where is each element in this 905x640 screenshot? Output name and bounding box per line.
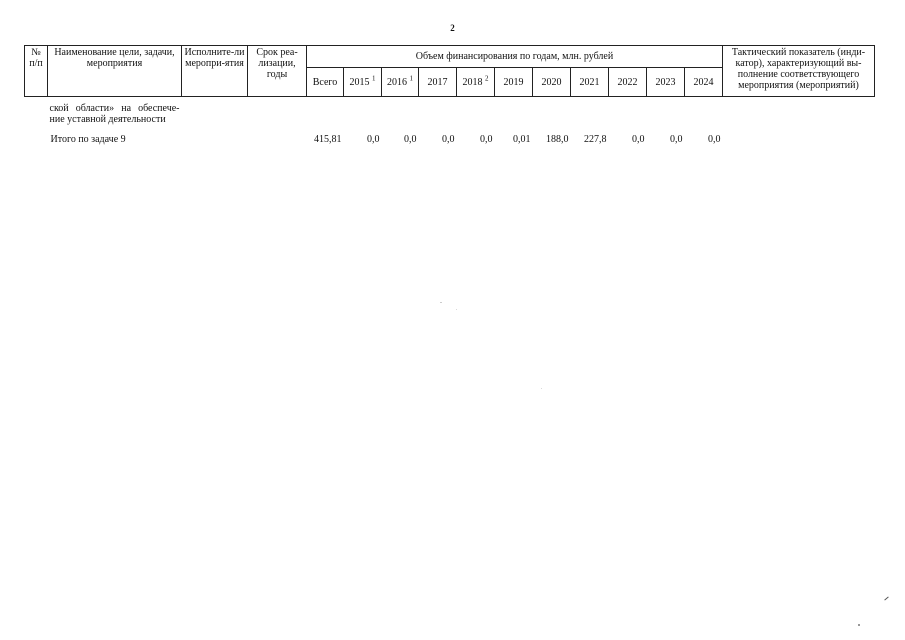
header-year: 2019: [495, 68, 533, 97]
header-year: 2018 $^2$: [457, 68, 495, 97]
total-value: 415,81: [314, 134, 342, 145]
header-year: 2023: [647, 68, 685, 97]
scan-speck: [456, 309, 457, 310]
year-value: 0,0: [480, 134, 493, 145]
continuation-text: ской области» на обеспече-ние уставной деятельности: [49, 103, 180, 125]
header-term: Срок реа-лизации, годы: [248, 46, 307, 97]
scan-speck: [440, 302, 442, 303]
header-year: 2015 $^1$: [344, 68, 382, 97]
year-value: 227,8: [584, 134, 607, 145]
header-name: Наименование цели, задачи, мероприятия: [48, 46, 182, 97]
table-row: [25, 97, 875, 128]
scan-mark: [884, 597, 888, 601]
page-number: 2: [450, 23, 455, 33]
header-year: 2022: [609, 68, 647, 97]
header-indicator: Тактический показатель (инди-катор), характеризующий вы-полнение соответствующего мероприятия (мероприятий): [723, 46, 875, 97]
table-row: [25, 127, 875, 145]
header-year: 2024: [685, 68, 723, 97]
scan-speck: [541, 388, 542, 389]
year-value: 0,0: [708, 134, 721, 145]
header-year: 2021: [571, 68, 609, 97]
scan-speck: [858, 624, 860, 626]
header-year: 2017: [419, 68, 457, 97]
header-funding: Объем финансирования по годам, млн. рублей: [307, 46, 723, 68]
header-year: 2016 $^1$: [382, 68, 419, 97]
header-year: 2020: [533, 68, 571, 97]
financing-table: [24, 45, 875, 145]
year-value: 0,0: [367, 134, 380, 145]
year-value: 0,0: [404, 134, 417, 145]
header-total: Всего: [307, 68, 344, 97]
header-executors: Исполните-ли меропри-ятия: [182, 46, 248, 97]
year-value: 0,0: [442, 134, 455, 145]
year-value: 0,0: [632, 134, 645, 145]
year-value: 0,0: [670, 134, 683, 145]
header-num: № п/п: [25, 46, 48, 97]
total-label: Итого по задаче 9: [50, 134, 126, 145]
year-value: 188,0: [546, 134, 569, 145]
year-value: 0,01: [513, 134, 531, 145]
